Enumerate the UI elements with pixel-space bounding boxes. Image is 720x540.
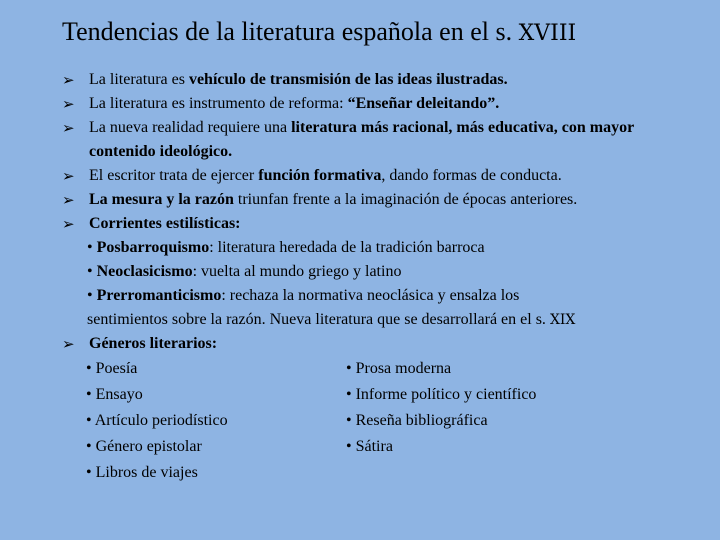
- bullet-text-bold: La mesura y la razón: [89, 191, 234, 208]
- genre-item: • Reseña bibliográfica: [346, 412, 488, 429]
- bullet-list: [62, 68, 662, 486]
- arrow-bullet-icon: ➢: [62, 119, 75, 137]
- genres-heading: Géneros literarios:: [89, 335, 218, 352]
- bullet-item: [62, 116, 662, 164]
- bullet-text-bold: función formativa: [258, 167, 382, 184]
- current-name: Neoclasicismo: [96, 263, 193, 280]
- genre-item: • Prosa moderna: [346, 360, 452, 377]
- slide-title: [62, 14, 576, 52]
- bullet-item: [62, 164, 662, 188]
- bullet-item: [62, 68, 662, 92]
- bullet-text-bold: literatura más racional, más educativa, con mayor contenido ideológico.: [89, 119, 634, 160]
- bullet-text-bold: Corrientes estilísticas:: [89, 215, 241, 232]
- genre-item: • Poesía: [86, 360, 138, 377]
- bullet-text: La literatura es: [89, 71, 189, 88]
- arrow-bullet-icon: ➢: [62, 167, 75, 185]
- current-desc-continued: sentimientos sobre la razón. Nueva literatura que se desarrollará en el s.: [87, 311, 546, 328]
- bullet-text-bold: “Enseñar deleitando”.: [347, 95, 500, 112]
- genres-grid: [86, 356, 662, 486]
- bullet-text-bold: vehículo de transmisión de las ideas ilustradas.: [188, 71, 508, 88]
- bullet-text: La literatura es instrumento de reforma:: [89, 95, 348, 112]
- bullet-text: El escritor trata de ejercer: [89, 167, 259, 184]
- arrow-bullet-icon: ➢: [62, 95, 75, 113]
- bullet-item: [62, 212, 662, 236]
- current-name: Posbarroquismo: [96, 239, 210, 256]
- bullet-item: [62, 92, 662, 116]
- arrow-bullet-icon: ➢: [62, 191, 75, 209]
- genres-right-column: [346, 356, 606, 486]
- arrow-bullet-icon: ➢: [62, 335, 75, 353]
- current-prerromanticismo: • Prerromanticismo: rechaza la normativa neoclásica y ensalza los sentimientos sobre la razón. Nueva literatura que se desarrollará en el s. XIX: [87, 287, 576, 328]
- current-desc: : rechaza la normativa neoclásica y ensalza los: [221, 287, 520, 304]
- current-desc: : vuelta al mundo griego y latino: [192, 263, 402, 280]
- genre-item: • Informe político y científico: [346, 386, 537, 403]
- current-name: Prerromanticismo: [96, 287, 222, 304]
- current-century: XIX: [549, 312, 576, 328]
- current-posbarroquismo: • Posbarroquismo: literatura heredada de la tradición barroca: [87, 239, 485, 256]
- arrow-bullet-icon: ➢: [62, 71, 75, 89]
- genre-item: • Género epistolar: [86, 438, 202, 455]
- bullet-text: triunfan frente a la imaginación de épocas anteriores.: [233, 191, 578, 208]
- genres-bullet: [62, 332, 662, 356]
- genres-left-column: [86, 356, 346, 486]
- arrow-bullet-icon: ➢: [62, 215, 75, 233]
- current-desc: : literatura heredada de la tradición barroca: [209, 239, 485, 256]
- bullet-text: , dando formas de conducta.: [381, 167, 562, 184]
- slide-title-century: XVIII: [518, 21, 577, 46]
- bullet-text: La nueva realidad requiere una: [89, 119, 292, 136]
- genre-item: • Libros de viajes: [86, 464, 198, 481]
- slide-title-text: Tendencias de la literatura española en el s.: [62, 17, 513, 46]
- main-bullets: [62, 68, 662, 236]
- current-neoclasicismo: • Neoclasicismo: vuelta al mundo griego y latino: [87, 263, 402, 280]
- genre-item: • Sátira: [346, 438, 393, 455]
- bullet-item: [62, 188, 662, 212]
- genre-item: • Ensayo: [86, 386, 143, 403]
- genre-item: • Artículo periodístico: [86, 412, 228, 429]
